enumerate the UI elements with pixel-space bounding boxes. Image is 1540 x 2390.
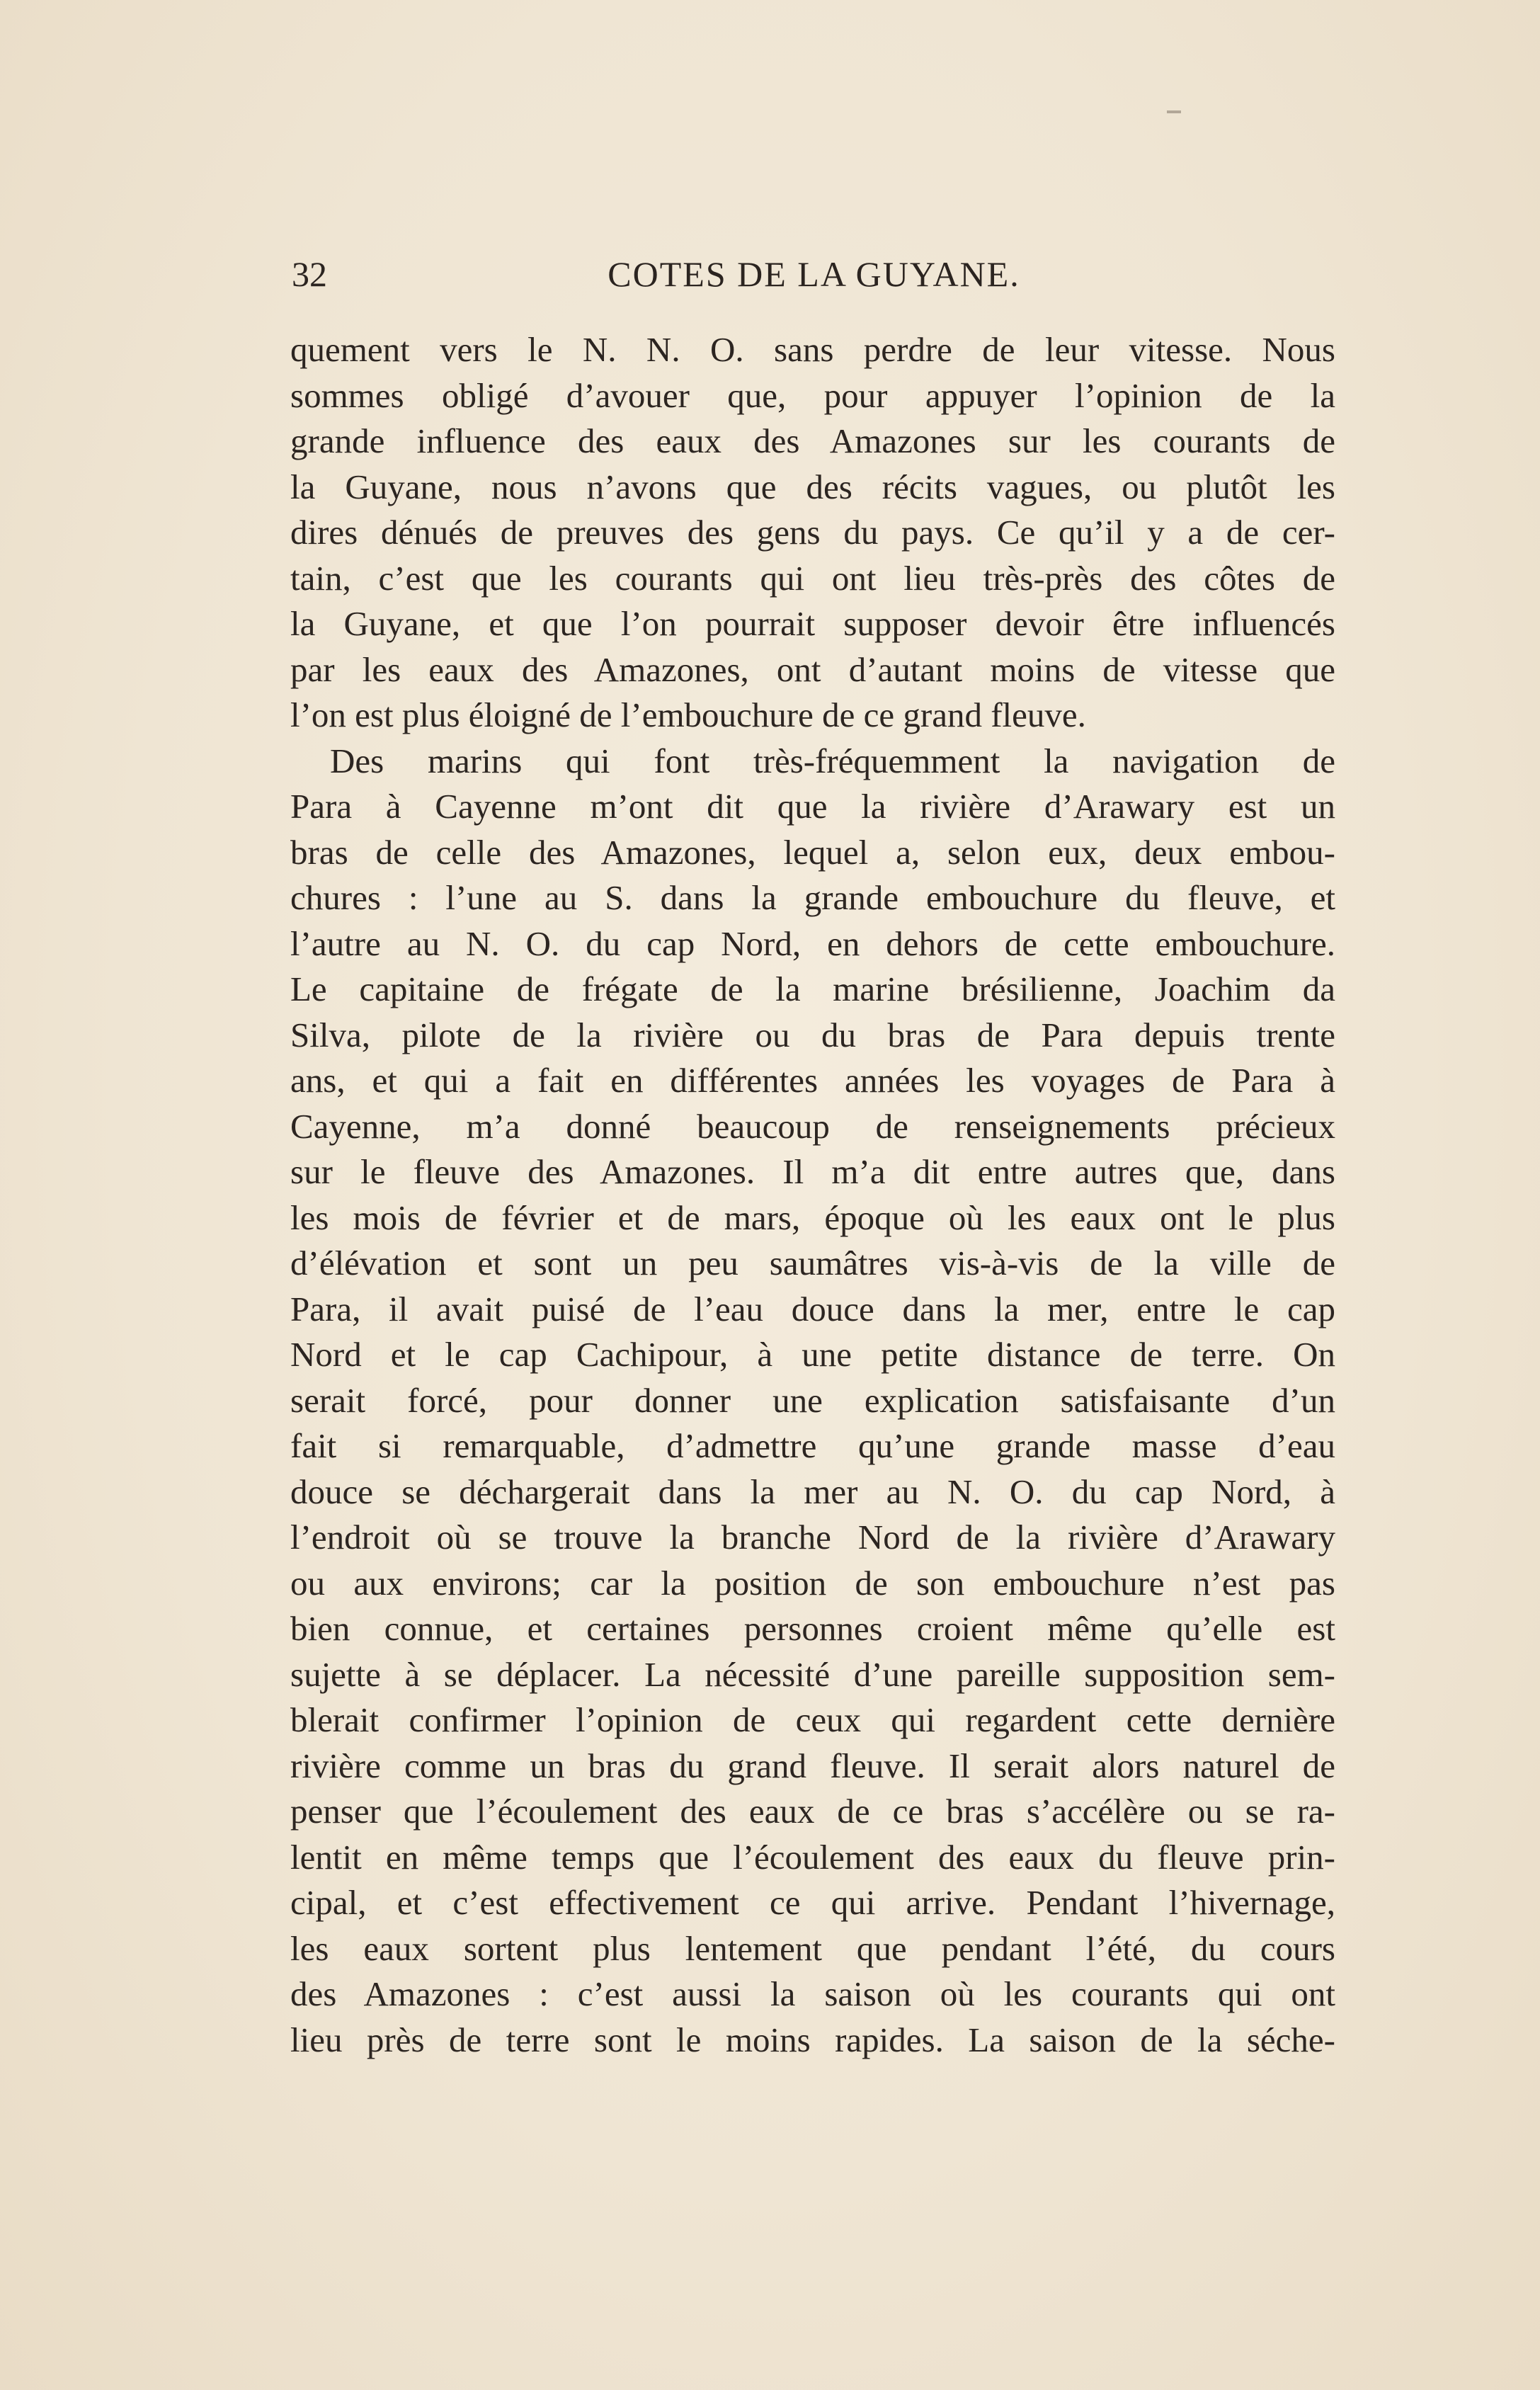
text-line: ans, et qui a fait en différentes années les voyages de Para à — [290, 1061, 1335, 1100]
text-line: sur le fleuve des Amazones. Il m’a dit entre autres que, dans — [290, 1152, 1335, 1191]
text-line: cipal, et c’est effectivement ce qui arrive. Pendant l’hivernage, — [290, 1883, 1335, 1922]
text-line: lieu près de terre sont le moins rapides. La saison de la séche- — [290, 2020, 1335, 2059]
page-number: 32 — [292, 254, 327, 294]
body-text — [290, 327, 1335, 2063]
running-title: COTES DE LA GUYANE. — [608, 254, 1020, 294]
text-line: ou aux environs; car la position de son embouchure n’est pas — [290, 1563, 1335, 1603]
text-line: chures : l’une au S. dans la grande embouchure du fleuve, et — [290, 878, 1335, 917]
text-line: dires dénués de preuves des gens du pays. Ce qu’il y a de cer- — [290, 513, 1335, 552]
page-header — [292, 254, 1336, 303]
text-line: les mois de février et de mars, époque où les eaux ont le plus — [290, 1197, 1335, 1237]
text-line: les eaux sortent plus lentement que pendant l’été, du cours — [290, 1928, 1335, 1968]
text-line: sujette à se déplacer. La nécessité d’une pareille supposition sem- — [290, 1654, 1335, 1694]
text-line: Silva, pilote de la rivière ou du bras de Para depuis trente — [290, 1015, 1335, 1054]
text-line: l’autre au N. O. du cap Nord, en dehors de cette embouchure. — [290, 923, 1335, 963]
text-line: bien connue, et certaines personnes croient même qu’elle est — [290, 1609, 1335, 1648]
text-line: Des marins qui font très-fréquemment la navigation de — [330, 741, 1335, 780]
text-line: rivière comme un bras du grand fleuve. Il serait alors naturel de — [290, 1746, 1335, 1785]
text-line: lentit en même temps que l’écoulement des eaux du fleuve prin- — [290, 1837, 1335, 1877]
text-line: l’on est plus éloigné de l’embouchure de ce grand fleuve. — [290, 695, 1086, 734]
text-line: Le capitaine de frégate de la marine brésilienne, Joachim da — [290, 969, 1335, 1008]
text-line: Para à Cayenne m’ont dit que la rivière d’Arawary est un — [290, 787, 1335, 826]
text-line: tain, c’est que les courants qui ont lieu très-près des côtes de — [290, 558, 1335, 598]
text-line: grande influence des eaux des Amazones sur les courants de — [290, 421, 1335, 460]
text-line: Cayenne, m’a donné beaucoup de renseignements précieux — [290, 1106, 1335, 1146]
text-line: l’endroit où se trouve la branche Nord de la rivière d’Arawary — [290, 1518, 1335, 1557]
text-line: des Amazones : c’est aussi la saison où les courants qui ont — [290, 1974, 1335, 2013]
text-line: Nord et le cap Cachipour, à une petite distance de terre. On — [290, 1335, 1335, 1374]
text-line: d’élévation et sont un peu saumâtres vis-à-vis de la ville de — [290, 1244, 1335, 1282]
text-line: douce se déchargerait dans la mer au N. O. du cap Nord, à — [290, 1472, 1335, 1511]
text-line: quement vers le N. N. O. sans perdre de leur vitesse. Nous — [290, 330, 1335, 369]
print-mark — [1167, 110, 1181, 113]
text-line: fait si remarquable, d’admettre qu’une grande masse d’eau — [290, 1426, 1335, 1465]
text-line: par les eaux des Amazones, ont d’autant moins de vitesse que — [290, 649, 1335, 689]
text-line: Para, il avait puisé de l’eau douce dans la mer, entre le cap — [290, 1289, 1335, 1328]
text-line: bras de celle des Amazones, lequel a, selon eux, deux embou- — [290, 832, 1335, 872]
text-line: blerait confirmer l’opinion de ceux qui regardent cette dernière — [290, 1700, 1335, 1739]
text-line: serait forcé, pour donner une explication satisfaisante d’un — [290, 1380, 1335, 1420]
text-line: penser que l’écoulement des eaux de ce bras s’accélère ou se ra- — [290, 1792, 1335, 1831]
text-line: sommes obligé d’avouer que, pour appuyer l’opinion de la — [290, 375, 1335, 415]
text-line: la Guyane, et que l’on pourrait supposer devoir être influencés — [290, 604, 1335, 643]
text-line: la Guyane, nous n’avons que des récits vagues, ou plutôt les — [290, 467, 1335, 506]
